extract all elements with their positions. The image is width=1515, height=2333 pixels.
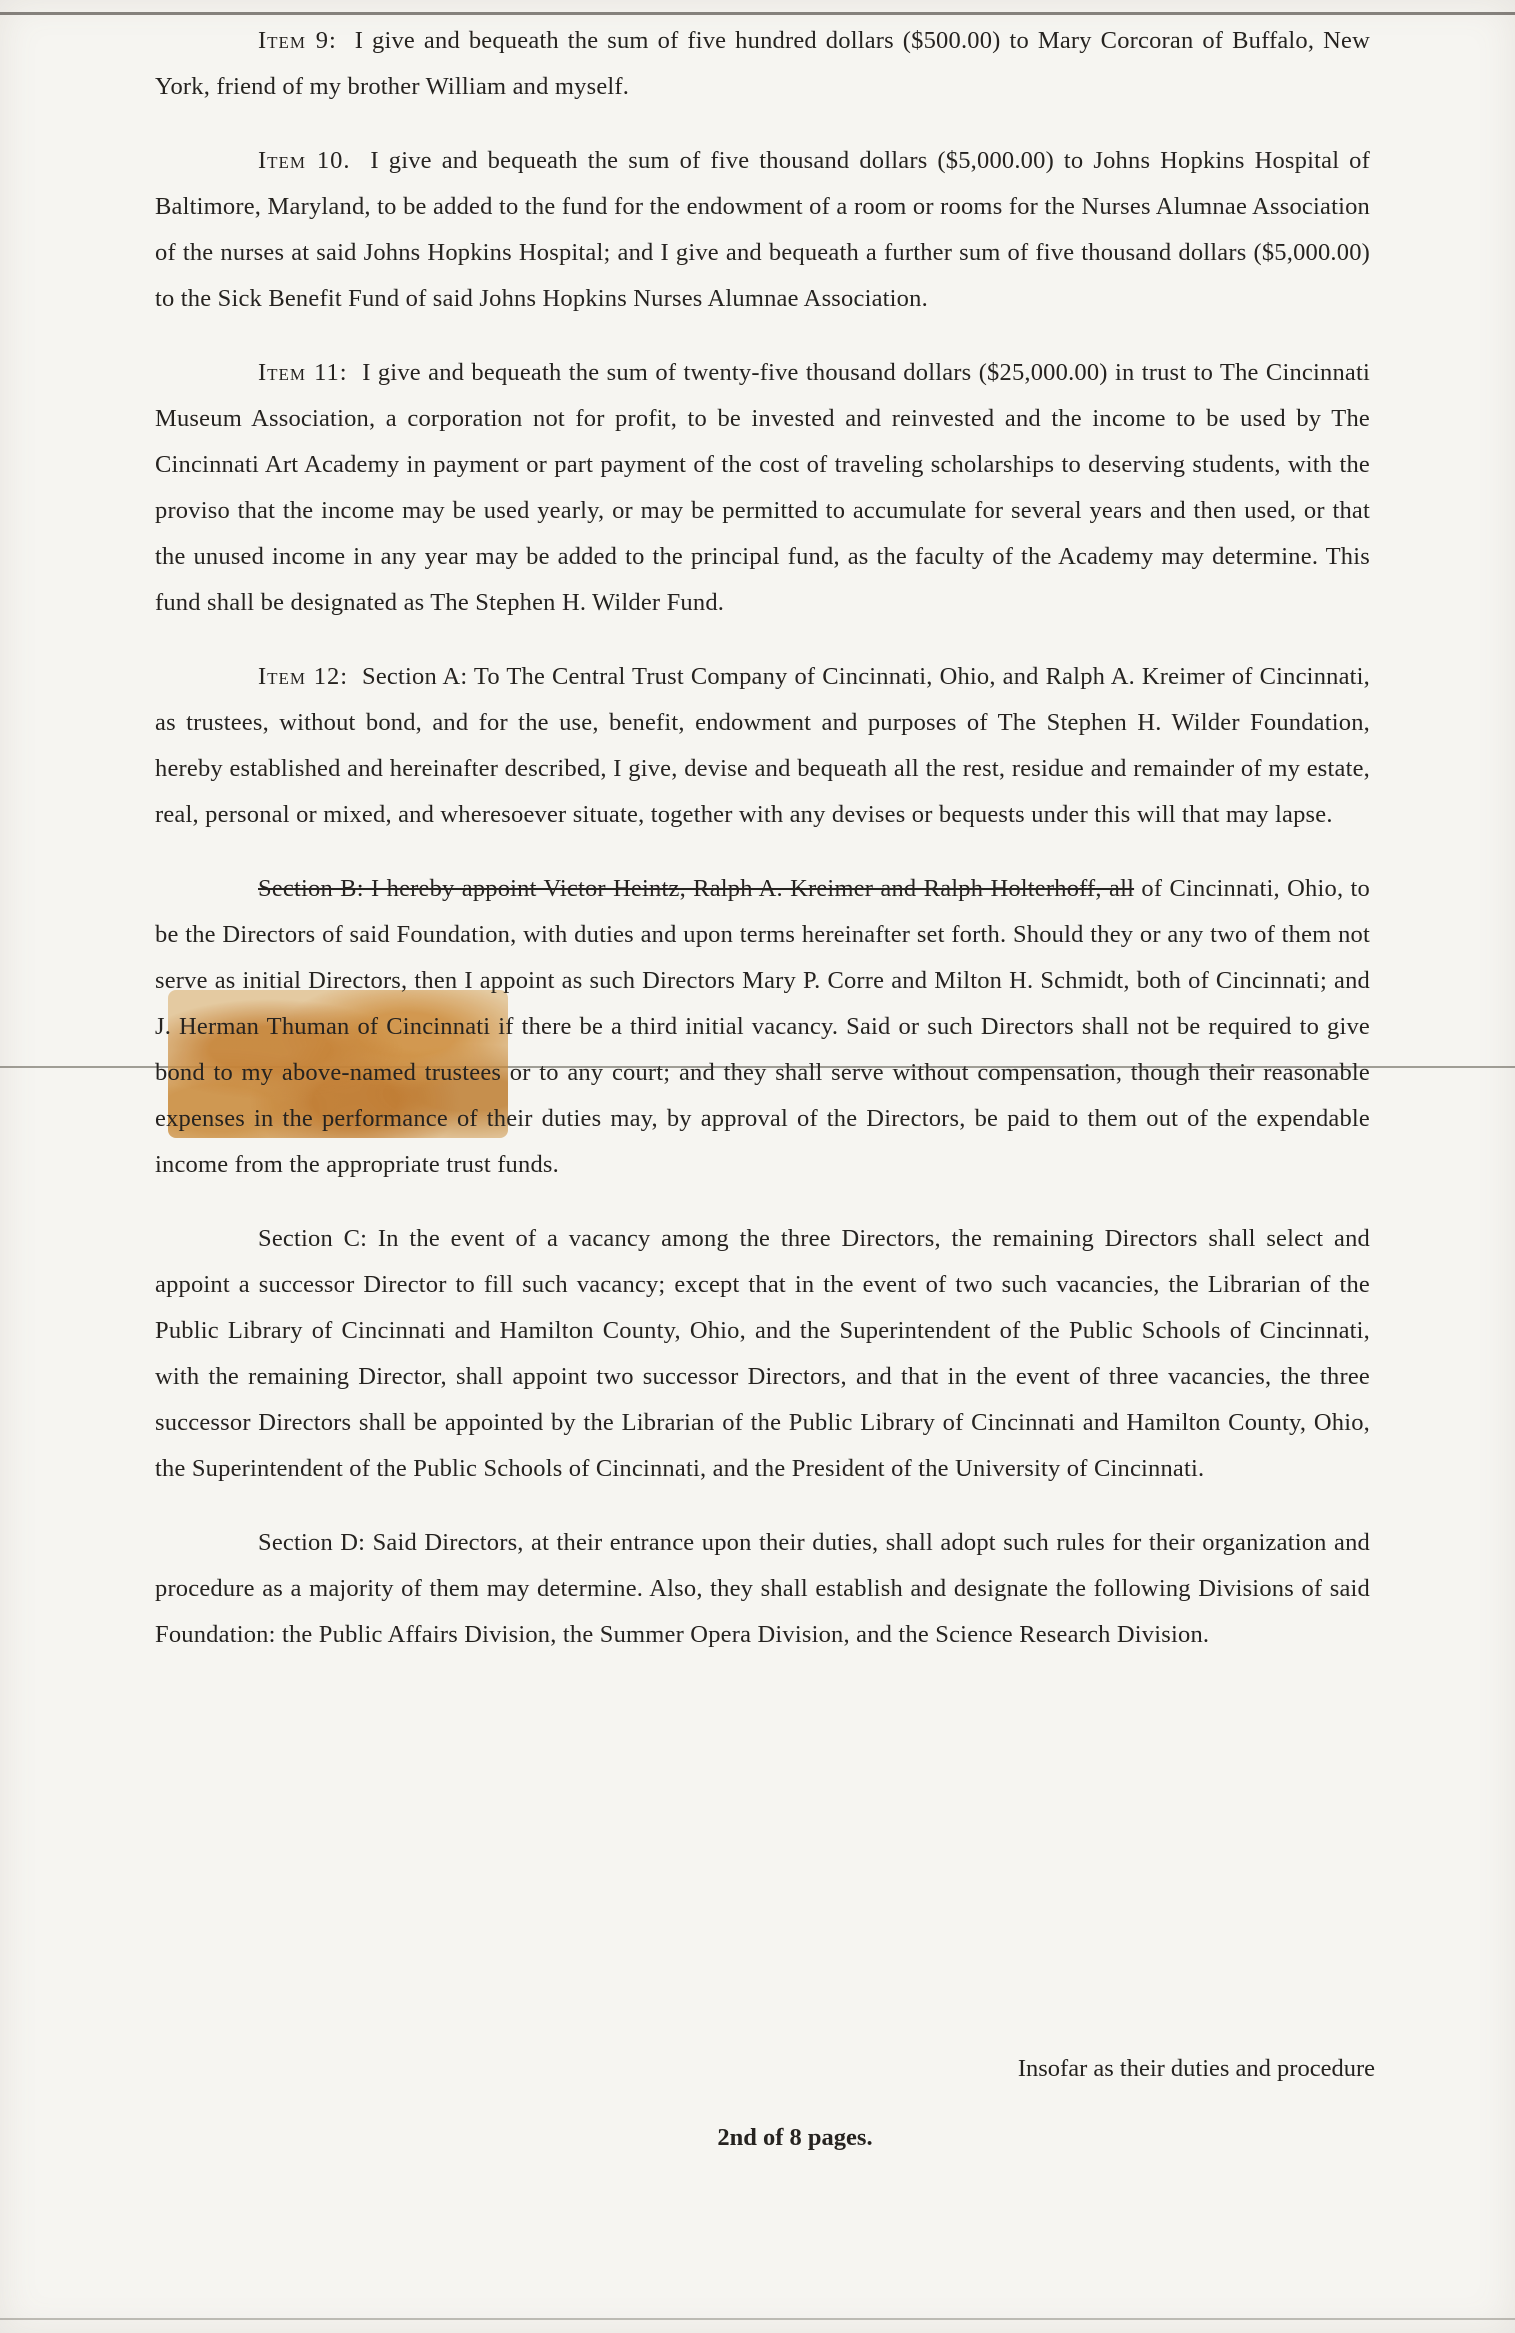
section-b-struck-text: Section B: I hereby appoint Victor Heintz, Ralph A. Kreimer and Ralph Holterhoff, all (258, 875, 1135, 902)
document-body (155, 18, 1370, 1686)
item-10-paragraph (155, 138, 1370, 322)
page-footer: 2nd of 8 pages. (717, 2124, 873, 2151)
item-12-paragraph (155, 654, 1370, 838)
item-9-label: Item 9: (258, 27, 337, 54)
item-11-label: Item 11: (258, 359, 348, 386)
section-c-text: Section C: In the event of a vacancy among the three Directors, the remaining Directors shall select and appoint a successor Director to fill such vacancy; except that in the event of two such vacancies, the Librarian of the Public Library of Cincinnati and Hamilton County, Ohio, and the Superintendent of the Public Schools of Cincinnati, with the remaining Director, shall appoint two successor Directors, and that in the event of three vacancies, the three successor Directors shall be appointed by the Librarian of the Public Library of Cincinnati and Hamilton County, Ohio, the Superintendent of the Public Schools of Cincinnati, and the President of the University of Cincinnati. (155, 1225, 1370, 1482)
section-d-text: Section D: Said Directors, at their entrance upon their duties, shall adopt such rules for their organization and procedure as a majority of them may determine. Also, they shall establish and designate the following Divisions of said Foundation: the Public Affairs Division, the Summer Opera Division, and the Science Research Division. (155, 1529, 1370, 1648)
bottom-fold-line (0, 2318, 1515, 2320)
item-12-label: Item 12: (258, 663, 349, 690)
section-b-text: of Cincinnati, Ohio, to be the Directors of said Foundation, with duties and upon terms hereinafter set forth. Should they or any two of them not serve as initial Directors, then I appoint as such Directors Mary P. Corre and Milton H. Schmidt, both of Cincinnati; and J. Herman Thuman of Cincinnati if there be a third initial vacancy. Said or such Directors shall not be required to give bond to my above-named trustees or to any court; and they shall serve without compensation, though their reasonable expenses in the performance of their duties may, by approval of the Directors, be paid to them out of the expendable income from the appropriate trust funds. (155, 875, 1370, 1178)
section-c-paragraph (155, 1216, 1370, 1492)
item-11-paragraph (155, 350, 1370, 626)
item-9-paragraph (155, 18, 1370, 110)
item-12-text: Section A: To The Central Trust Company of Cincinnati, Ohio, and Ralph A. Kreimer of Cincinnati, as trustees, without bond, and for the use, benefit, endowment and purposes of The Stephen H. Wilder Foundation, hereby established and hereinafter described, I give, devise and bequeath all the rest, residue and remainder of my estate, real, personal or mixed, and wheresoever situate, together with any devises or bequests under this will that may lapse. (155, 663, 1371, 828)
item-10-label: Item 10. (258, 147, 351, 174)
item-9-text: I give and bequeath the sum of five hundred dollars ($500.00) to Mary Corcoran of Buffalo, New York, friend of my brother William and myself. (155, 27, 1370, 100)
section-b-paragraph (155, 866, 1370, 1188)
section-d-paragraph (155, 1520, 1370, 1658)
top-fold-line (0, 12, 1515, 15)
continuation-text: Insofar as their duties and procedure (1017, 2055, 1375, 2082)
item-10-text: I give and bequeath the sum of five thousand dollars ($5,000.00) to Johns Hopkins Hospital of Baltimore, Maryland, to be added to the fund for the endowment of a room or rooms for the Nurses Alumnae Association of the nurses at said Johns Hopkins Hospital; and I give and bequeath a further sum of five thousand dollars ($5,000.00) to the Sick Benefit Fund of said Johns Hopkins Nurses Alumnae Association. (155, 147, 1370, 312)
item-11-text: I give and bequeath the sum of twenty-five thousand dollars ($25,000.00) in trust to The Cincinnati Museum Association, a corporation not for profit, to be invested and reinvested and the income to be used by The Cincinnati Art Academy in payment or part payment of the cost of traveling scholarships to deserving students, with the proviso that the income may be used yearly, or may be permitted to accumulate for several years and then used, or that the unused income in any year may be added to the principal fund, as the faculty of the Academy may determine. This fund shall be designated as The Stephen H. Wilder Fund. (155, 359, 1370, 616)
